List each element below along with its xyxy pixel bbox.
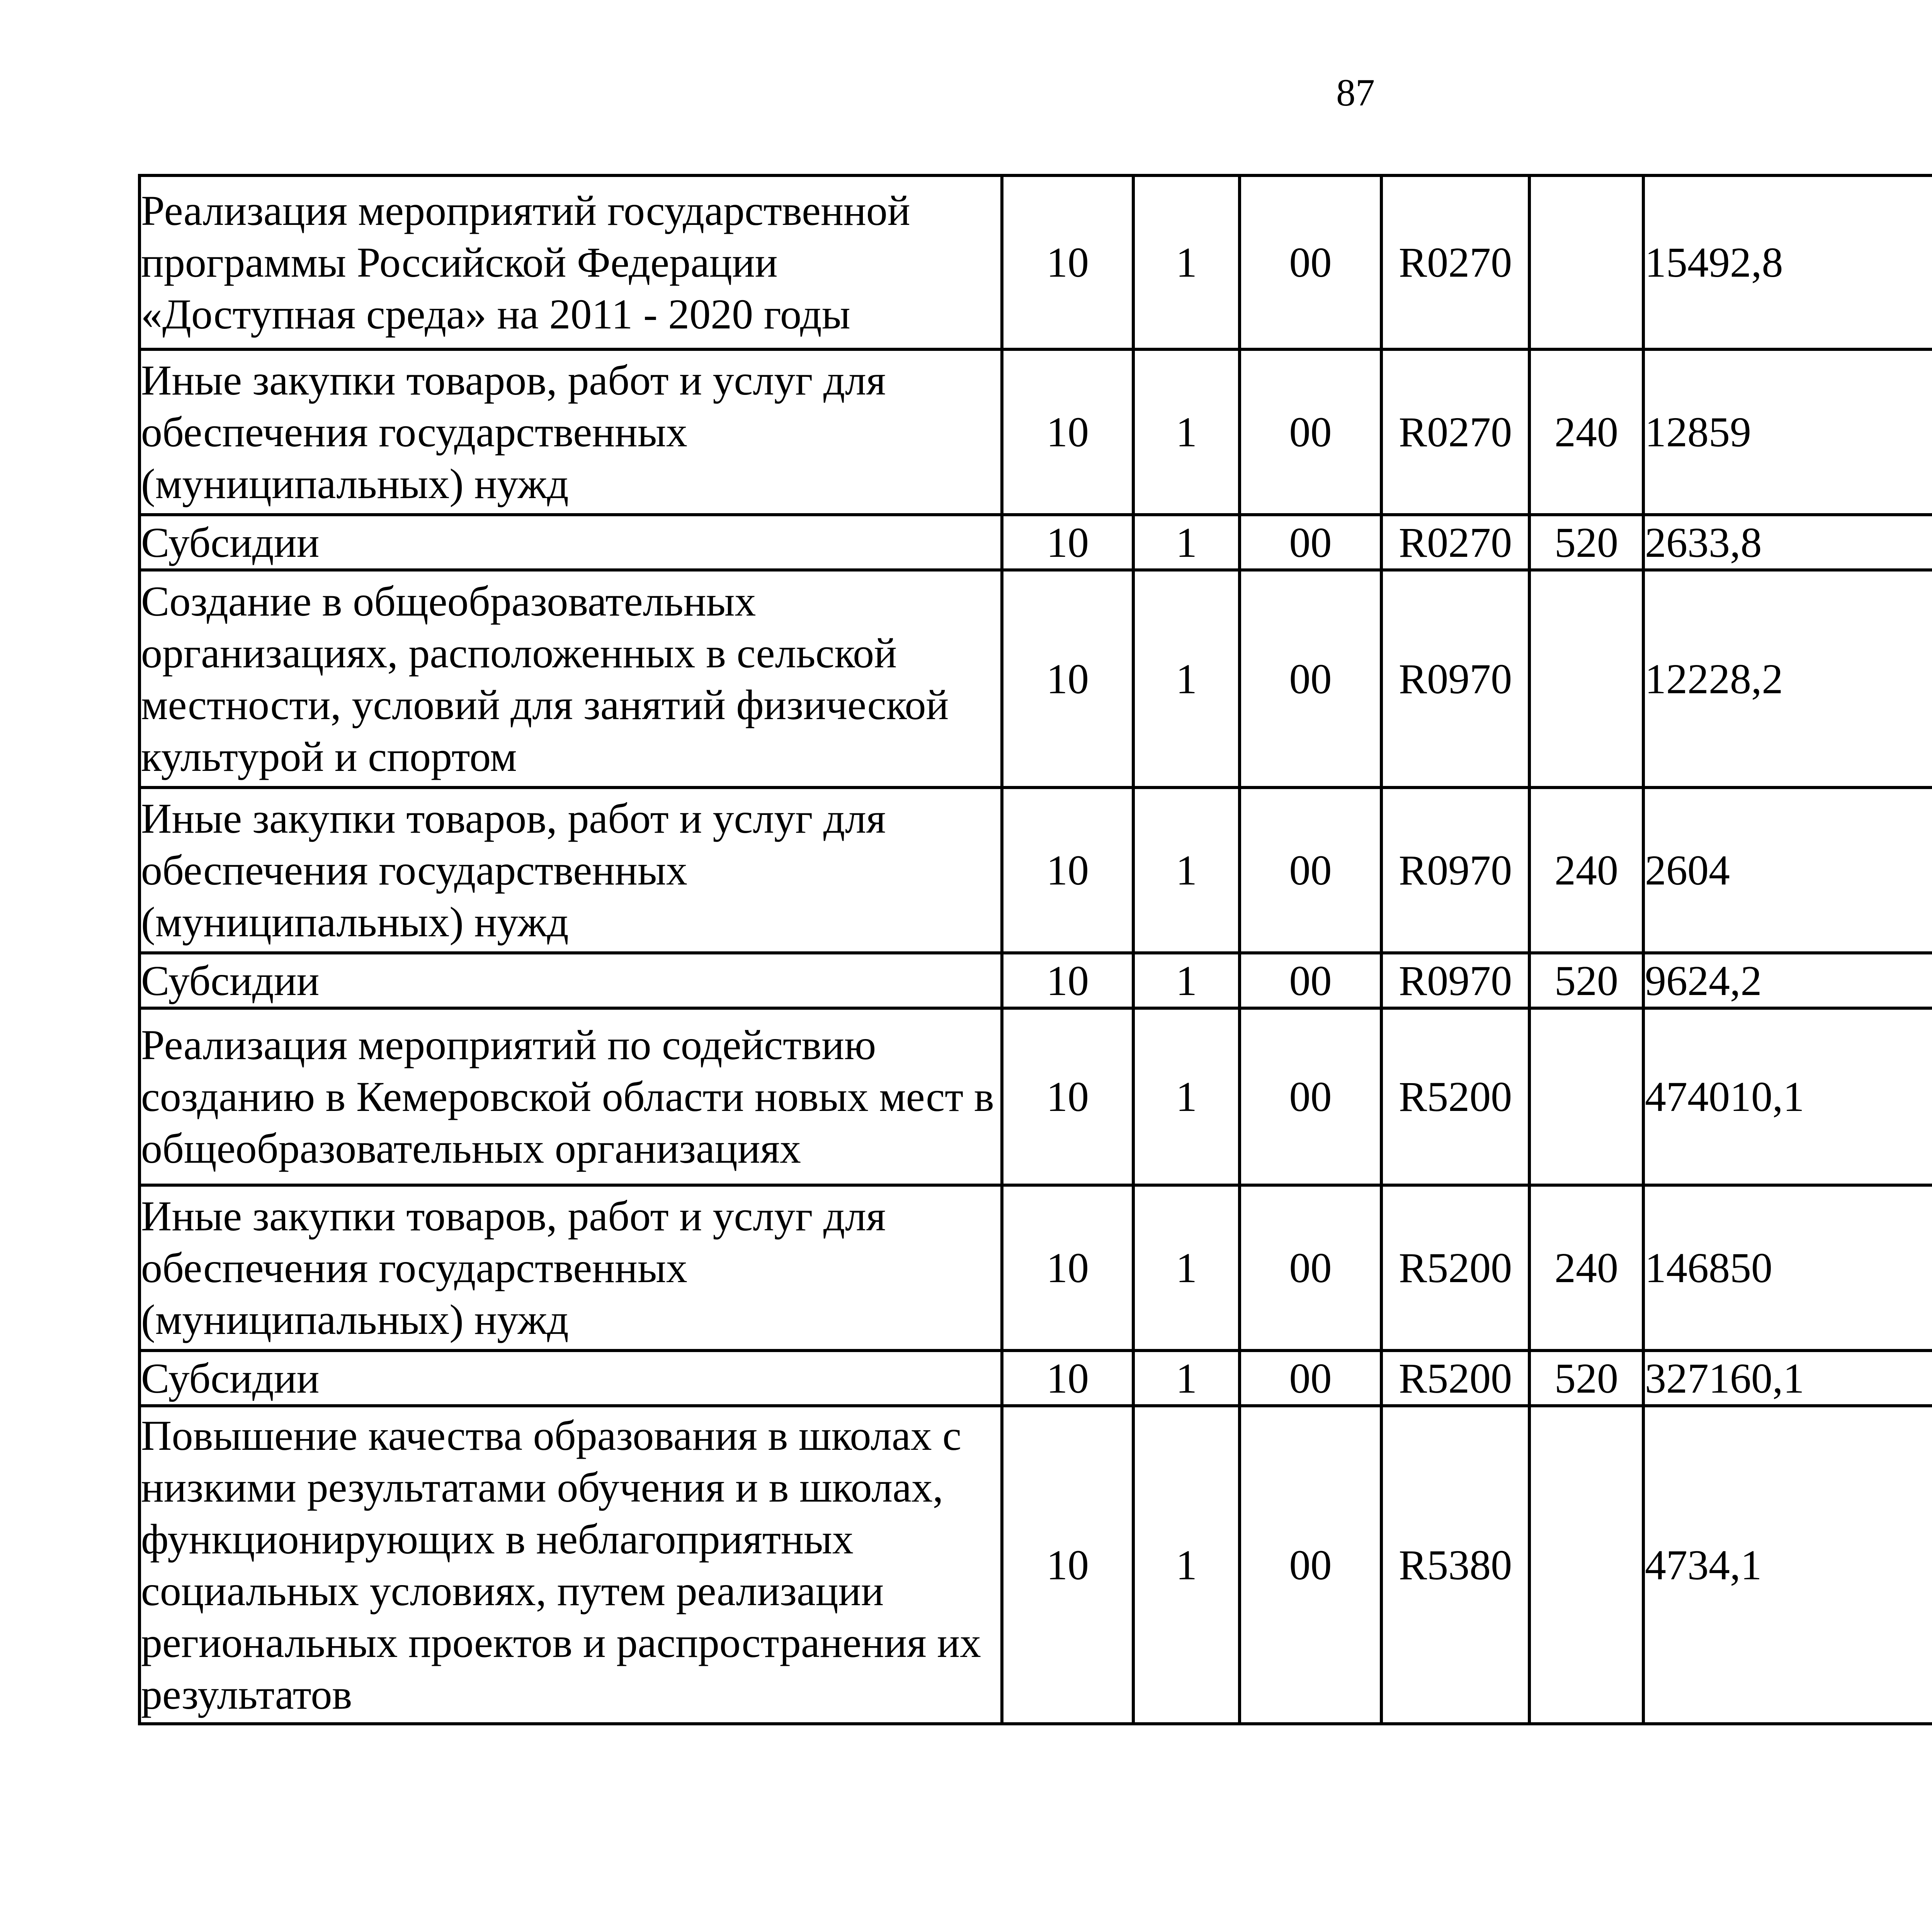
table-row <box>139 349 1932 515</box>
expense-type-cell: 240 <box>1529 1185 1643 1351</box>
amount-year1-cell: 327160,1 <box>1643 1351 1932 1406</box>
target-code-cell: R0970 <box>1381 570 1529 788</box>
table-row <box>139 953 1932 1008</box>
expense-type-cell <box>1529 1406 1643 1724</box>
description-cell: Иные закупки товаров, работ и услуг для обеспечения государственных (муниципальных) нужд <box>139 349 1002 515</box>
description-cell: Реализация мероприятий государственной программы Российской Федерации «Доступная среда» на 2011 - 2020 годы <box>139 175 1002 349</box>
amount-year1-cell: 4734,1 <box>1643 1406 1932 1724</box>
section-cell: 10 <box>1002 788 1133 953</box>
table-row <box>139 515 1932 570</box>
table-row <box>139 1008 1932 1185</box>
program-cell: 00 <box>1240 349 1381 515</box>
description-cell: Повышение качества образования в школах с низкими результатами обучения и в школах, функционирующих в неблагоприятных социальных условиях, путем реализации региональных проектов и распространения их результатов <box>139 1406 1002 1724</box>
expense-type-cell: 240 <box>1529 788 1643 953</box>
table-row <box>139 788 1932 953</box>
amount-year1-cell: 9624,2 <box>1643 953 1932 1008</box>
subsection-cell: 1 <box>1133 1406 1240 1724</box>
expense-type-cell <box>1529 570 1643 788</box>
section-cell: 10 <box>1002 515 1133 570</box>
subsection-cell: 1 <box>1133 788 1240 953</box>
section-cell: 10 <box>1002 953 1133 1008</box>
program-cell: 00 <box>1240 570 1381 788</box>
subsection-cell: 1 <box>1133 1351 1240 1406</box>
subsection-cell: 1 <box>1133 349 1240 515</box>
target-code-cell: R5200 <box>1381 1185 1529 1351</box>
program-cell: 00 <box>1240 1406 1381 1724</box>
target-code-cell: R0270 <box>1381 349 1529 515</box>
description-cell: Создание в общеобразовательных организациях, расположенных в сельской местности, условий для занятий физической культурой и спортом <box>139 570 1002 788</box>
table-row <box>139 570 1932 788</box>
table-row <box>139 1185 1932 1351</box>
expense-type-cell <box>1529 175 1643 349</box>
section-cell: 10 <box>1002 175 1133 349</box>
target-code-cell: R0270 <box>1381 515 1529 570</box>
expense-type-cell <box>1529 1008 1643 1185</box>
program-cell: 00 <box>1240 1008 1381 1185</box>
expense-type-cell: 520 <box>1529 515 1643 570</box>
expense-type-cell: 520 <box>1529 1351 1643 1406</box>
section-cell: 10 <box>1002 349 1133 515</box>
target-code-cell: R0270 <box>1381 175 1529 349</box>
description-cell: Реализация мероприятий по содействию созданию в Кемеровской области новых мест в общеобразовательных организациях <box>139 1008 1002 1185</box>
amount-year1-cell: 146850 <box>1643 1185 1932 1351</box>
table-body <box>139 175 1932 1724</box>
description-cell: Субсидии <box>139 1351 1002 1406</box>
target-code-cell: R5200 <box>1381 1351 1529 1406</box>
expense-type-cell: 520 <box>1529 953 1643 1008</box>
amount-year1-cell: 2604 <box>1643 788 1932 953</box>
program-cell: 00 <box>1240 1185 1381 1351</box>
description-cell: Субсидии <box>139 953 1002 1008</box>
subsection-cell: 1 <box>1133 175 1240 349</box>
target-code-cell: R0970 <box>1381 788 1529 953</box>
amount-year1-cell: 12859 <box>1643 349 1932 515</box>
program-cell: 00 <box>1240 175 1381 349</box>
program-cell: 00 <box>1240 1351 1381 1406</box>
program-cell: 00 <box>1240 515 1381 570</box>
program-cell: 00 <box>1240 953 1381 1008</box>
target-code-cell: R5380 <box>1381 1406 1529 1724</box>
subsection-cell: 1 <box>1133 570 1240 788</box>
amount-year1-cell: 2633,8 <box>1643 515 1932 570</box>
program-cell: 00 <box>1240 788 1381 953</box>
table-row <box>139 1406 1932 1724</box>
description-cell: Субсидии <box>139 515 1002 570</box>
table-row <box>139 175 1932 349</box>
section-cell: 10 <box>1002 1008 1133 1185</box>
table-row <box>139 1351 1932 1406</box>
page-number: 87 <box>1336 71 1375 114</box>
target-code-cell: R0970 <box>1381 953 1529 1008</box>
description-cell: Иные закупки товаров, работ и услуг для обеспечения государственных (муниципальных) нужд <box>139 788 1002 953</box>
amount-year1-cell: 15492,8 <box>1643 175 1932 349</box>
subsection-cell: 1 <box>1133 953 1240 1008</box>
subsection-cell: 1 <box>1133 1185 1240 1351</box>
subsection-cell: 1 <box>1133 1008 1240 1185</box>
budget-table <box>138 174 1932 1725</box>
subsection-cell: 1 <box>1133 515 1240 570</box>
section-cell: 10 <box>1002 1185 1133 1351</box>
section-cell: 10 <box>1002 1406 1133 1724</box>
amount-year1-cell: 12228,2 <box>1643 570 1932 788</box>
section-cell: 10 <box>1002 570 1133 788</box>
section-cell: 10 <box>1002 1351 1133 1406</box>
expense-type-cell: 240 <box>1529 349 1643 515</box>
description-cell: Иные закупки товаров, работ и услуг для обеспечения государственных (муниципальных) нужд <box>139 1185 1002 1351</box>
target-code-cell: R5200 <box>1381 1008 1529 1185</box>
amount-year1-cell: 474010,1 <box>1643 1008 1932 1185</box>
